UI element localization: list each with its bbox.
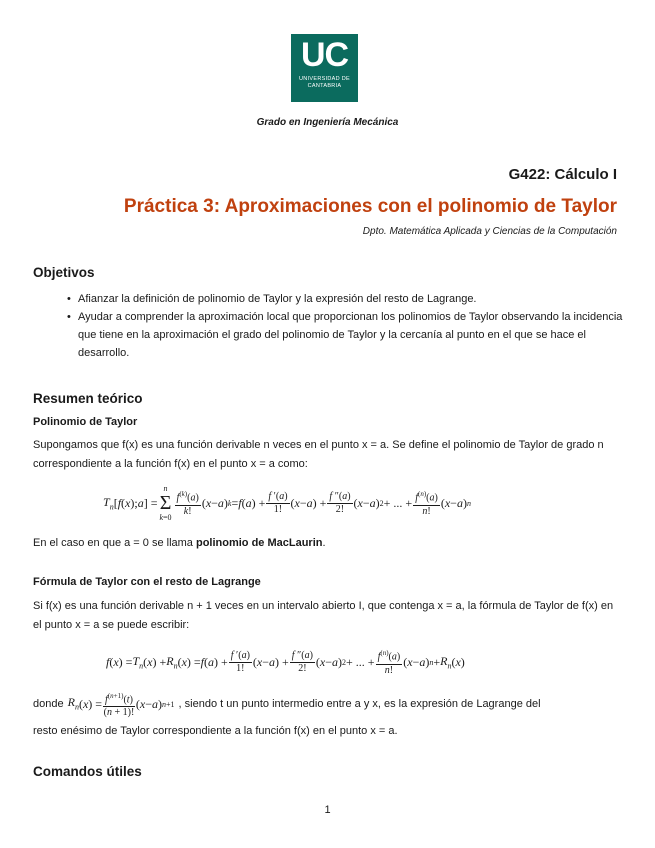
lagrange-paragraph: Si f(x) es una función derivable n + 1 veces en un intervalo abierto I, que contenga x = a, la fórmula de Taylor de f(x) en el punto x = a se puede escribir: [33, 600, 614, 631]
logo-mark: UC [300, 36, 349, 74]
maclaurin-paragraph [33, 534, 623, 553]
logo-subtext: UNIVERSIDAD DE CANTABRIA [299, 76, 350, 89]
maclaurin-term: polinomio de MacLaurin [195, 537, 323, 549]
maclaurin-end: . [322, 537, 326, 549]
comandos-heading: Comandos útiles [33, 764, 142, 779]
taylor-paragraph: Supongamos que f(x) es una función derivable n veces en el punto x = a. Se define el polinomio de Taylor de grado n correspondiente a la función f(x) en el punto x = a como: [33, 439, 604, 470]
taylor-polynomial-formula: $T_n$ [ f ( x ); a ] = n Σ k=0 $\frac{f^{(k)}(a)}{k!}$ ( x − a ) k = f ( a ) + $\frac{f '(a)}{1!}$ ( x − a ) + $\frac{f ''(a)}{2!}$ ( x − a ) 2 + ... + $\frac{f^{(n)}(a)}{n!}$ ( x − a ) n [103, 484, 471, 522]
course-code: G422: Cálculo I [508, 166, 617, 183]
remainder-paragraph [33, 690, 623, 719]
lagrange-subheading: Fórmula de Taylor con el resto de Lagrange [33, 576, 261, 588]
maclaurin-text: En el caso en que a = 0 se llama [33, 537, 196, 549]
university-logo [291, 34, 358, 102]
degree-name: Grado en Ingeniería Mecánica [256, 117, 399, 128]
remainder-suffix: , siendo t un punto intermedio entre a y x, es la expresión de Lagrange del [178, 698, 541, 711]
department-name: Dpto. Matemática Aplicada y Ciencias de la Computación [362, 226, 617, 237]
remainder-paragraph-end: resto enésimo de Taylor correspondiente a la función f(x) en el punto x = a. [33, 725, 398, 737]
resumen-heading: Resumen teórico [33, 391, 143, 406]
remainder-prefix: donde [33, 698, 64, 711]
taylor-formula-lagrange: f ( x ) = $T_n$ ( x ) + $R_n$ ( x ) = f ( a ) + $\frac{f '(a)}{1!}$ ( x − a ) + $\frac{f ''(a)}{2!}$ ( x − a ) 2 + ... + $\frac{f^{(n)}(a)}{n!}$ ( x − a ) n + $R_n$ ( x ) [106, 649, 465, 676]
objetivos-list [64, 290, 624, 362]
page-number: 1 [324, 804, 331, 816]
page-title: Práctica 3: Aproximaciones con el polinomio de Taylor [123, 196, 617, 217]
objetivos-heading: Objetivos [33, 265, 95, 280]
remainder-formula: $R_n$ ( x ) = $\frac{f^{(n+1)}(t)}{(n + 1)!}$ ( x − a ) n+1 [67, 692, 175, 719]
list-item: • Afianzar la definición de polinomio de Taylor y la expresión del resto de Lagrange. [64, 290, 624, 308]
list-item: • Ayudar a comprender la aproximación local que proporcionan los polinomios de Taylor observando la incidencia que tiene en la aproximación el grado del polinomio de Taylor y la cercanía al punto en el que se hace el desarrollo. [64, 308, 624, 362]
taylor-subheading: Polinomio de Taylor [33, 416, 138, 428]
